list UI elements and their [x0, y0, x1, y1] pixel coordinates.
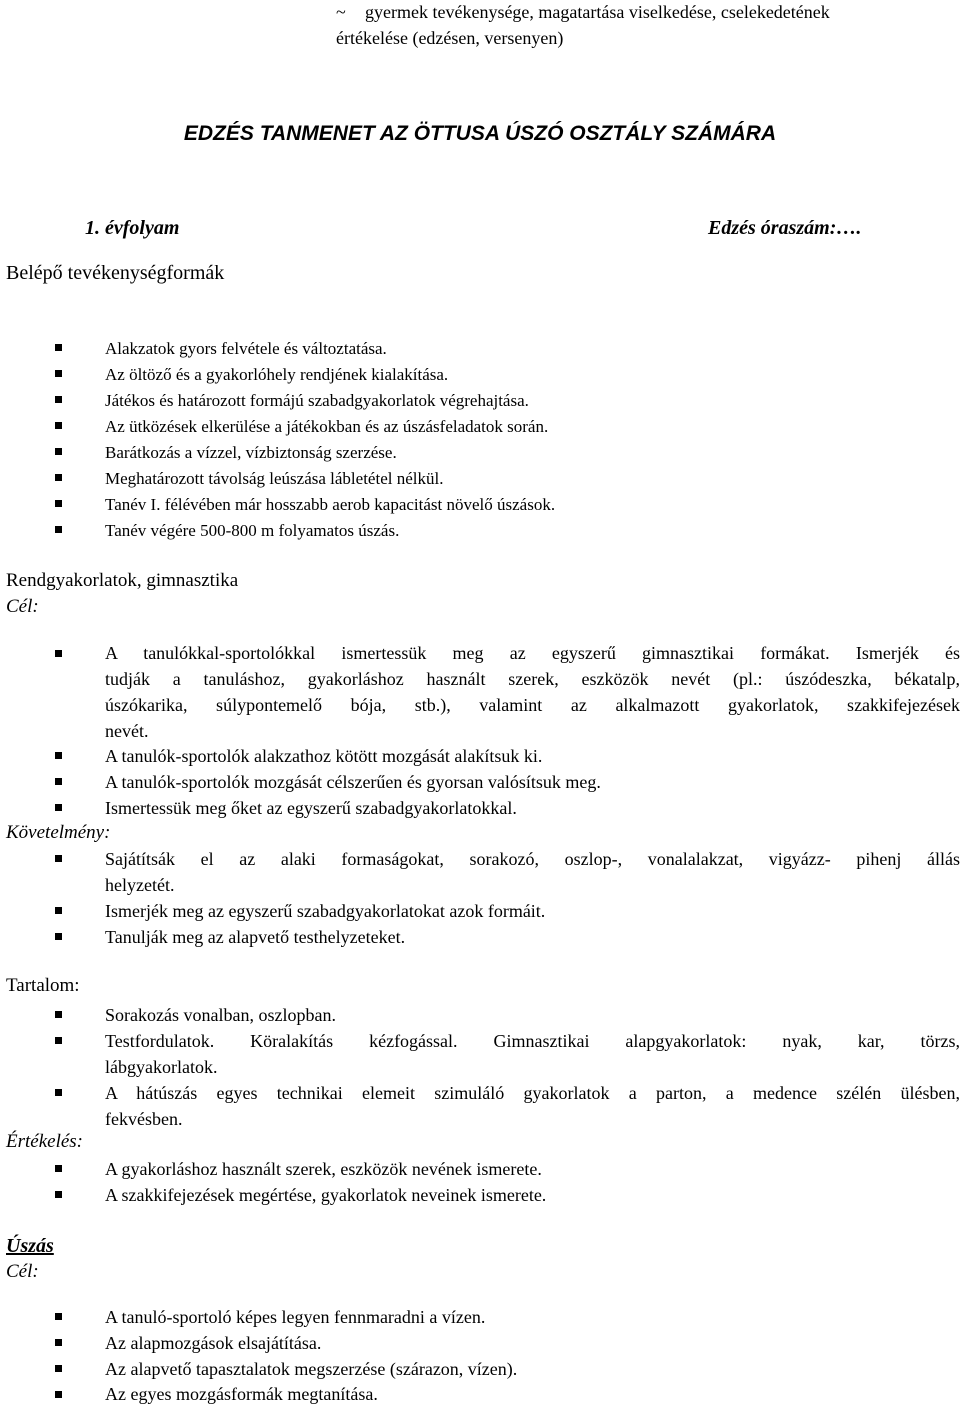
list-item: Barátkozás a vízzel, vízbiztonság szerzése. — [105, 443, 397, 462]
bullet-icon — [55, 933, 62, 940]
list-item: Tanulják meg az alapvető testhelyzeteket. — [105, 927, 406, 947]
list-item: Ismerjék meg az egyszerű szabadgyakorlatokat azok formáit. — [105, 901, 546, 921]
bullet-icon — [55, 1365, 62, 1372]
bullet-icon — [55, 344, 62, 351]
bullet-icon — [55, 448, 62, 455]
list-item-line: úszókarika, súlypontemelő bója, stb.), valamint az alkalmazott gyakorlatok, szakkifejezések — [105, 695, 960, 715]
bullet-icon — [55, 650, 62, 657]
entry-heading: Belépő tevékenységformák — [6, 262, 225, 284]
uszas-cel-label: Cél: — [6, 1261, 39, 1282]
tartalom-label: Tartalom: — [6, 975, 80, 996]
list-item: Az egyes mozgásformák megtanítása. — [105, 1384, 378, 1404]
bullet-icon — [55, 1191, 62, 1198]
list-item-line: Sajátítsák el az alaki formaságokat, sorakozó, oszlop-, vonalalakzat, vigyázz- pihenj állás — [105, 849, 960, 869]
bullet-icon — [55, 396, 62, 403]
bullet-icon — [55, 500, 62, 507]
list-item-line: nevét. — [105, 721, 149, 741]
bullet-icon — [55, 370, 62, 377]
bullet-icon — [55, 526, 62, 533]
bullet-icon — [55, 778, 62, 785]
list-item-line: A tanulókkal-sportolókkal ismertessük meg az egyszerű gimnasztikai formákat. Ismerjék és — [105, 643, 960, 663]
document-title: EDZÉS TANMENET AZ ÖTTUSA ÚSZÓ OSZTÁLY SZÁMÁRA — [183, 122, 777, 145]
bullet-icon — [55, 1089, 62, 1096]
list-item-line: helyzetét. — [105, 875, 175, 895]
list-item: Az alapmozgások elsajátítása. — [105, 1333, 322, 1353]
list-item: Az öltöző és a gyakorlóhely rendjének kialakítása. — [105, 365, 449, 384]
bullet-icon — [55, 907, 62, 914]
bullet-icon — [55, 1037, 62, 1044]
list-item: Tanév I. félévében már hosszabb aerob kapacitást növelő úszások. — [105, 495, 556, 514]
list-item-line: fekvésben. — [105, 1109, 183, 1129]
hours-label: Edzés óraszám:…. — [708, 217, 862, 239]
bullet-icon — [55, 1165, 62, 1172]
list-item: Az ütközések elkerülése a játékokban és az úszásfeladatok során. — [105, 417, 549, 436]
bullet-icon — [55, 752, 62, 759]
bullet-icon — [55, 1339, 62, 1346]
tilde-bullet: ~ — [336, 2, 346, 22]
cel-label: Cél: — [6, 596, 39, 617]
list-item: Ismertessük meg őket az egyszerű szabadgyakorlatokkal. — [105, 798, 517, 818]
bullet-icon — [55, 474, 62, 481]
bullet-icon — [55, 422, 62, 429]
bullet-icon — [55, 1011, 62, 1018]
section-heading-rend: Rendgyakorlatok, gimnasztika — [6, 570, 239, 591]
bullet-icon — [55, 1391, 62, 1398]
intro-line-2: értékelése (edzésen, versenyen) — [336, 28, 564, 48]
list-item: Alakzatok gyors felvétele és változtatása. — [105, 339, 387, 358]
list-item: Játékos és határozott formájú szabadgyakorlatok végrehajtása. — [105, 391, 529, 410]
list-item-line: Testfordulatok. Köralakítás kézfogással. Gimnasztikai alapgyakorlatok: nyak, kar, törzs, — [105, 1031, 960, 1051]
list-item-line: tudják a tanuláshoz, gyakorláshoz használt szerek, eszközök nevét (pl.: úszódeszka, békatalp, — [105, 669, 960, 689]
list-item: Sorakozás vonalban, oszlopban. — [105, 1005, 336, 1025]
list-item: A szakkifejezések megértése, gyakorlatok neveinek ismerete. — [105, 1185, 547, 1205]
section-heading-uszas: Úszás — [6, 1235, 54, 1257]
list-item-line: lábgyakorlatok. — [105, 1057, 218, 1077]
ertekeles-label: Értékelés: — [6, 1131, 84, 1152]
list-item: A tanuló-sportoló képes legyen fennmaradni a vízen. — [105, 1307, 486, 1327]
bullet-icon — [55, 1313, 62, 1320]
list-item: Tanév végére 500-800 m folyamatos úszás. — [105, 521, 400, 540]
grade-label: 1. évfolyam — [85, 217, 180, 239]
list-item: A tanulók-sportolók mozgását célszerűen és gyorsan valósítsuk meg. — [105, 772, 601, 792]
intro-line-1: gyermek tevékenysége, magatartása viselkedése, cselekedetének — [365, 2, 830, 22]
bullet-icon — [55, 804, 62, 811]
list-item: A tanulók-sportolók alakzathoz kötött mozgását alakítsuk ki. — [105, 746, 543, 766]
bullet-icon — [55, 855, 62, 862]
list-item: Az alapvető tapasztalatok megszerzése (szárazon, vízen). — [105, 1359, 518, 1379]
list-item-line: A hátúszás egyes technikai elemeit szimuláló gyakorlatok a parton, a medence szélén ülésben, — [105, 1083, 960, 1103]
kovetelmeny-label: Követelmény: — [6, 822, 111, 843]
list-item: A gyakorláshoz használt szerek, eszközök nevének ismerete. — [105, 1159, 542, 1179]
list-item: Meghatározott távolság leúszása lábletétel nélkül. — [105, 469, 444, 488]
